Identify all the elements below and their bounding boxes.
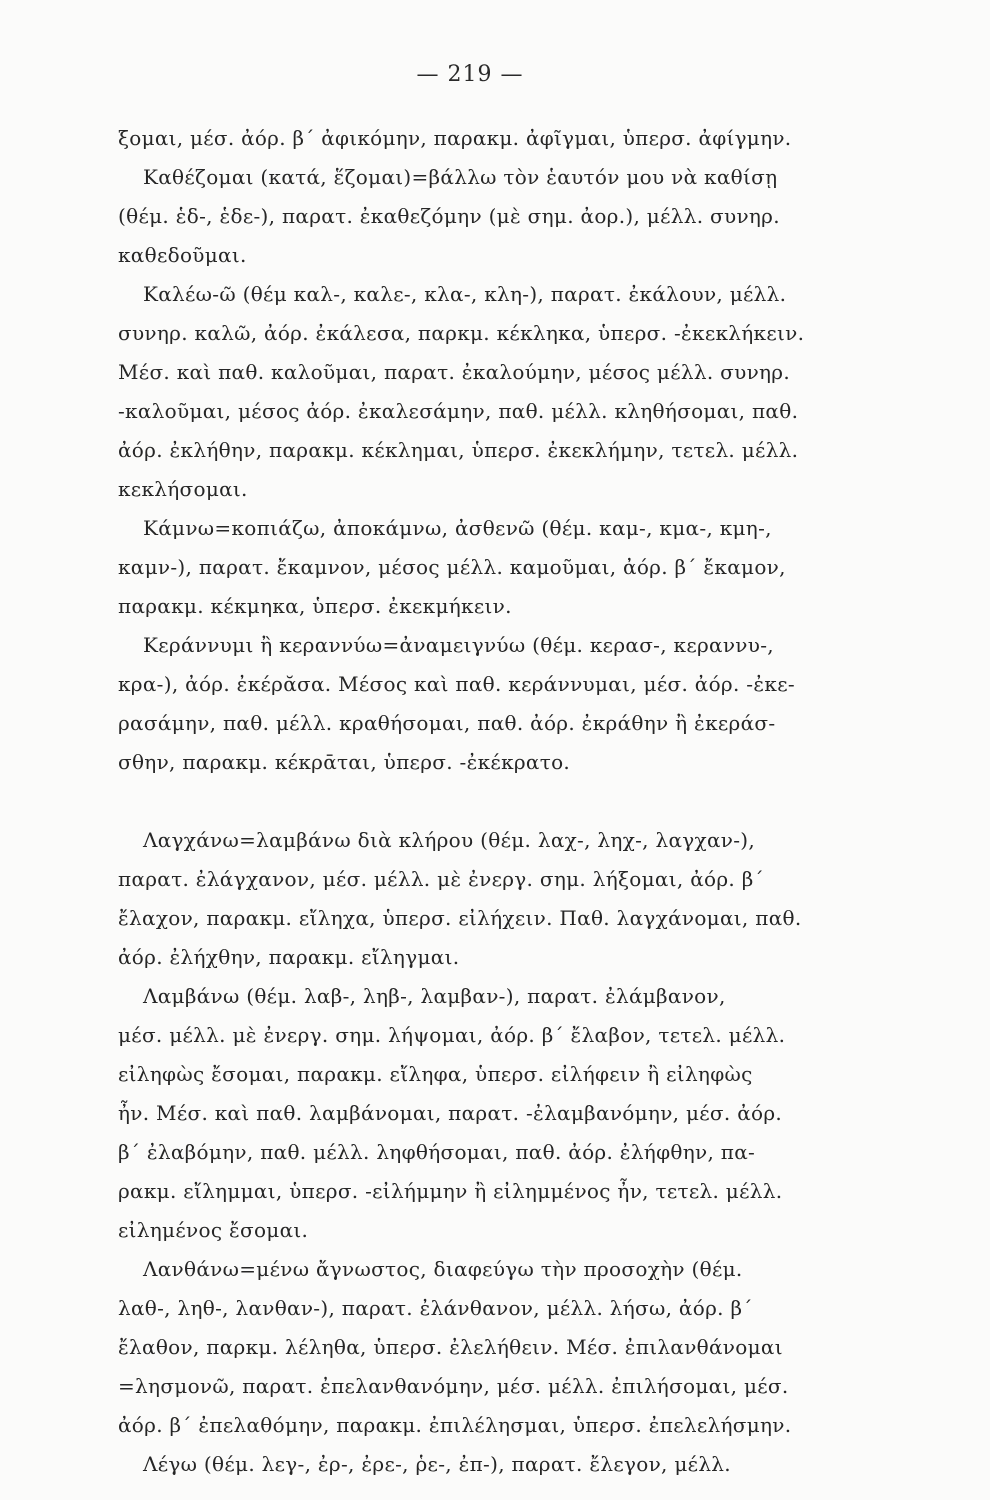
text-line: Καλέω-ῶ (θέμ καλ-, καλε-, κλα-, κλη-), παρατ. ἐκάλουν, μέλλ. bbox=[143, 282, 787, 306]
text-line: Κεράννυμι ἢ κεραννύω=ἀναμειγνύω (θέμ. κερασ-, κεραννυ-, bbox=[143, 633, 774, 657]
text-line: ἀόρ. ἐλήχθην, παρακμ. εἴληγμαι. bbox=[118, 945, 460, 969]
text-line: β΄ ἐλαβόμην, παθ. μέλλ. ληφθήσομαι, παθ. ἀόρ. ἐλήφθην, πα- bbox=[118, 1140, 756, 1164]
text-line: εἰλημένος ἔσομαι. bbox=[118, 1218, 309, 1242]
text-line: Καθέζομαι (κατά, ἕζομαι)=βάλλω τὸν ἑαυτόν μου νὰ καθίσῃ bbox=[143, 165, 778, 189]
text-line: ρασάμην, παθ. μέλλ. κραθήσομαι, παθ. ἀόρ. ἐκράθην ἢ ἐκεράσ- bbox=[118, 711, 776, 735]
text-line: ἔλαθον, παρκμ. λέληθα, ὑπερσ. ἐλελήθειν. Μέσ. ἐπιλανθάνομαι bbox=[118, 1335, 783, 1359]
text-line: λαθ-, ληθ-, λανθαν-), παρατ. ἐλάνθανον, μέλλ. λήσω, ἀόρ. β΄ bbox=[118, 1296, 753, 1320]
text-line: συνηρ. καλῶ, ἀόρ. ἐκάλεσα, παρκμ. κέκληκα, ὑπερσ. -ἐκεκλήκειν. bbox=[118, 321, 805, 345]
text-line: =λησμονῶ, παρατ. ἐπελανθανόμην, μέσ. μέλλ. ἐπιλήσομαι, μέσ. bbox=[118, 1374, 789, 1398]
text-line: Κάμνω=κοπιάζω, ἀποκάμνω, ἀσθενῶ (θέμ. καμ-, κμα-, κμη-, bbox=[143, 516, 772, 540]
text-line: παρατ. ἐλάγχανον, μέσ. μέλλ. μὲ ἐνεργ. σημ. λήξομαι, ἀόρ. β΄ bbox=[118, 867, 764, 891]
text-line: Λαμβάνω (θέμ. λαβ-, ληβ-, λαμβαν-), παρατ. ἐλάμβανον, bbox=[143, 984, 726, 1008]
text-line: Μέσ. καὶ παθ. καλοῦμαι, παρατ. ἐκαλούμην, μέσος μέλλ. συνηρ. bbox=[118, 360, 791, 384]
text-line: -καλοῦμαι, μέσος ἀόρ. ἐκαλεσάμην, παθ. μέλλ. κληθήσομαι, παθ. bbox=[118, 399, 799, 423]
text-line: ἀόρ. ἐκλήθην, παρακμ. κέκλημαι, ὑπερσ. ἐκεκλήμην, τετελ. μέλλ. bbox=[118, 438, 799, 462]
text-line: Λανθάνω=μένω ἄγνωστος, διαφεύγω τὴν προσοχὴν (θέμ. bbox=[143, 1257, 743, 1281]
text-line: ἀόρ. β΄ ἐπελαθόμην, παρακμ. ἐπιλέλησμαι, ὑπερσ. ἐπελελήσμην. bbox=[118, 1413, 792, 1437]
text-line: Λέγω (θέμ. λεγ-, ἐρ-, ἐρε-, ῥε-, ἐπ-), παρατ. ἔλεγον, μέλλ. bbox=[143, 1452, 731, 1476]
text-line: καθεδοῦμαι. bbox=[118, 243, 247, 267]
text-line: καμν-), παρατ. ἔκαμνον, μέσος μέλλ. καμοῦμαι, ἀόρ. β΄ ἔκαμον, bbox=[118, 555, 786, 579]
text-line: μέσ. μέλλ. μὲ ἐνεργ. σημ. λήψομαι, ἀόρ. β΄ ἔλαβον, τετελ. μέλλ. bbox=[118, 1023, 786, 1047]
text-line: ξομαι, μέσ. ἀόρ. β΄ ἀφικόμην, παρακμ. ἀφῖγμαι, ὑπερσ. ἀφίγμην. bbox=[118, 126, 792, 150]
text-line: Λαγχάνω=λαμβάνω διὰ κλήρου (θέμ. λαχ-, ληχ-, λαγχαν-), bbox=[143, 828, 756, 852]
text-line: ρακμ. εἴλημμαι, ὑπερσ. -εἰλήμμην ἢ εἰλημμένος ἦν, τετελ. μέλλ. bbox=[118, 1179, 783, 1203]
text-line: εἰληφὼς ἔσομαι, παρακμ. εἴληφα, ὑπερσ. εἰλήφειν ἢ εἰληφὼς bbox=[118, 1062, 753, 1086]
text-line: ἔλαχον, παρακμ. εἴληχα, ὑπερσ. εἰλήχειν. Παθ. λαγχάνομαι, παθ. bbox=[118, 906, 802, 930]
text-line: (θέμ. ἑδ-, ἑδε-), παρατ. ἐκαθεζόμην (μὲ σημ. ἀορ.), μέλλ. συνηρ. bbox=[118, 204, 780, 228]
page-number: — 219 — bbox=[416, 62, 524, 87]
text-line: κεκλήσομαι. bbox=[118, 477, 248, 501]
text-line: σθην, παρακμ. κέκρᾱται, ὑπερσ. -ἐκέκρατο. bbox=[118, 750, 571, 774]
text-line: κρα-), ἀόρ. ἐκέρᾰσα. Μέσος καὶ παθ. κεράννυμαι, μέσ. ἀόρ. -ἐκε- bbox=[118, 672, 795, 696]
text-line: ἦν. Μέσ. καὶ παθ. λαμβάνομαι, παρατ. -ἐλαμβανόμην, μέσ. ἀόρ. bbox=[118, 1101, 783, 1125]
text-line: παρακμ. κέκμηκα, ὑπερσ. ἐκεκμήκειν. bbox=[118, 594, 512, 618]
